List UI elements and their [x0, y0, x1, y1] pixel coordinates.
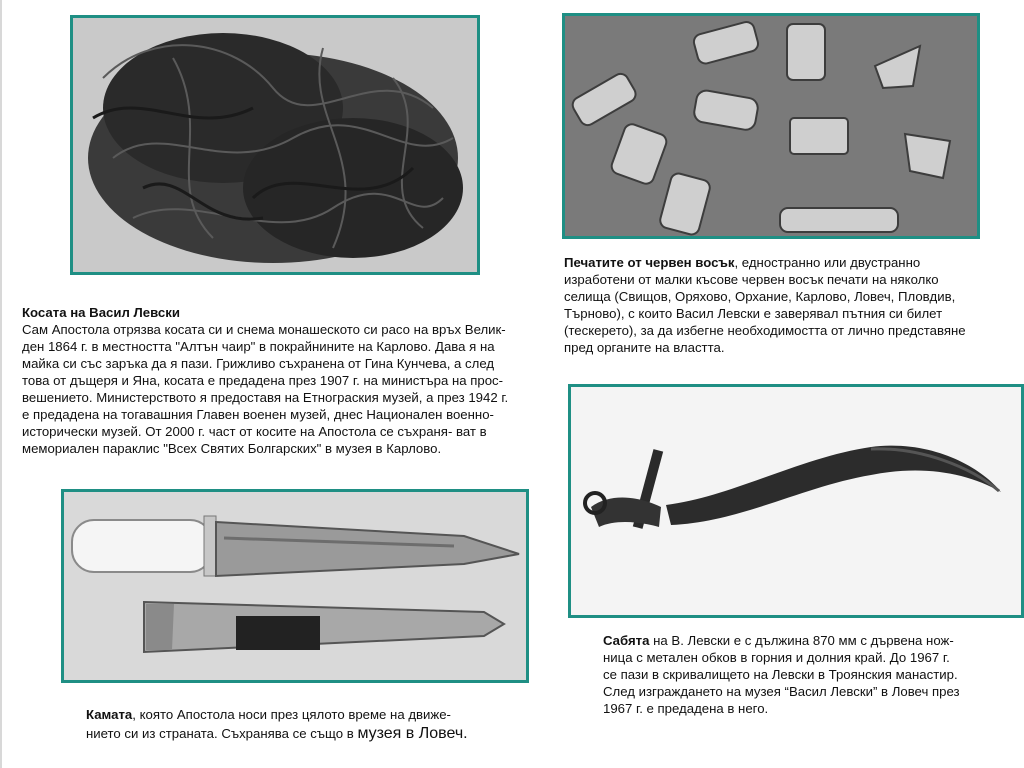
hair-line: това от дъщеря и Яна, косата е предадена през 1907 г. на министъра на прос- — [22, 373, 504, 388]
dagger-line: нието си из страната. Съхранява се също в — [86, 726, 358, 741]
wax-seals-caption — [564, 254, 994, 356]
wax-seals-line: (тескерето), за да избегне необходимостта от лично представяне — [564, 323, 966, 338]
hair-caption — [22, 304, 552, 457]
dagger-museum-text: музея в Ловеч. — [357, 725, 468, 742]
dagger-photo — [61, 489, 529, 683]
sabre-caption — [603, 632, 1013, 717]
dagger-text: , която Апостола носи през цялото време на движе- — [132, 707, 451, 722]
sabre-photo — [568, 384, 1024, 618]
sabre-title: Сабята — [603, 633, 650, 648]
hair-title: Косата на Васил Левски — [22, 305, 180, 320]
sabre-line: се пази в скривалището на Левски в Троянския манастир. — [603, 667, 958, 682]
sabre-line: ница с метален обков в горния и долния край. До 1967 г. — [603, 650, 950, 665]
wax-seals-line: пред органите на властта. — [564, 340, 725, 355]
hair-line: исторически музей. От 2000 г. част от косите на Апостола се съхраня- ват в — [22, 424, 487, 439]
wax-seals-line: Търново), с които Васил Левски е заверявал пътния си билет — [564, 306, 943, 321]
wax-seals-text: , едностранно или двустранно — [734, 255, 921, 270]
page-edge-rule — [0, 0, 2, 768]
hair-photo — [70, 15, 480, 275]
wax-seals-line: селища (Свищов, Оряхово, Орхание, Карлово, Ловеч, Пловдив, — [564, 289, 956, 304]
sabre-line: След изграждането на музея “Васил Левски” в Ловеч през — [603, 684, 960, 699]
hair-line: мемориален параклис "Всех Святих Болгарских" в музея в Карлово. — [22, 441, 442, 456]
sabre-line: 1967 г. е предадена в него. — [603, 701, 769, 716]
hair-line: ден 1864 г. в местността "Алтън чаир" в покрайнините на Карлово. Дава я на — [22, 339, 495, 354]
dagger-caption — [86, 706, 526, 742]
wax-seals-photo — [562, 13, 980, 239]
hair-line: вешението. Министерството я предоставя на Етнограския музей, а през 1942 г. — [22, 390, 509, 405]
sabre-text: на В. Левски е с дължина 870 мм с дървена нож- — [649, 633, 954, 648]
wax-seals-line: изработени от малки късове червен восък печати на няколко — [564, 272, 939, 287]
wax-seals-title: Печатите от червен восък — [564, 255, 735, 270]
hair-line: майка си със заръка да я пази. Грижливо съхранена от Гина Кунчева, а след — [22, 356, 495, 371]
hair-line: е предадена на тогавашния Главен военен музей, днес Национален военно- — [22, 407, 494, 422]
hair-line: Сам Апостола отрязва косата си и снема монашеското си расо на връх Велик- — [22, 322, 506, 337]
dagger-title: Камата — [86, 707, 133, 722]
